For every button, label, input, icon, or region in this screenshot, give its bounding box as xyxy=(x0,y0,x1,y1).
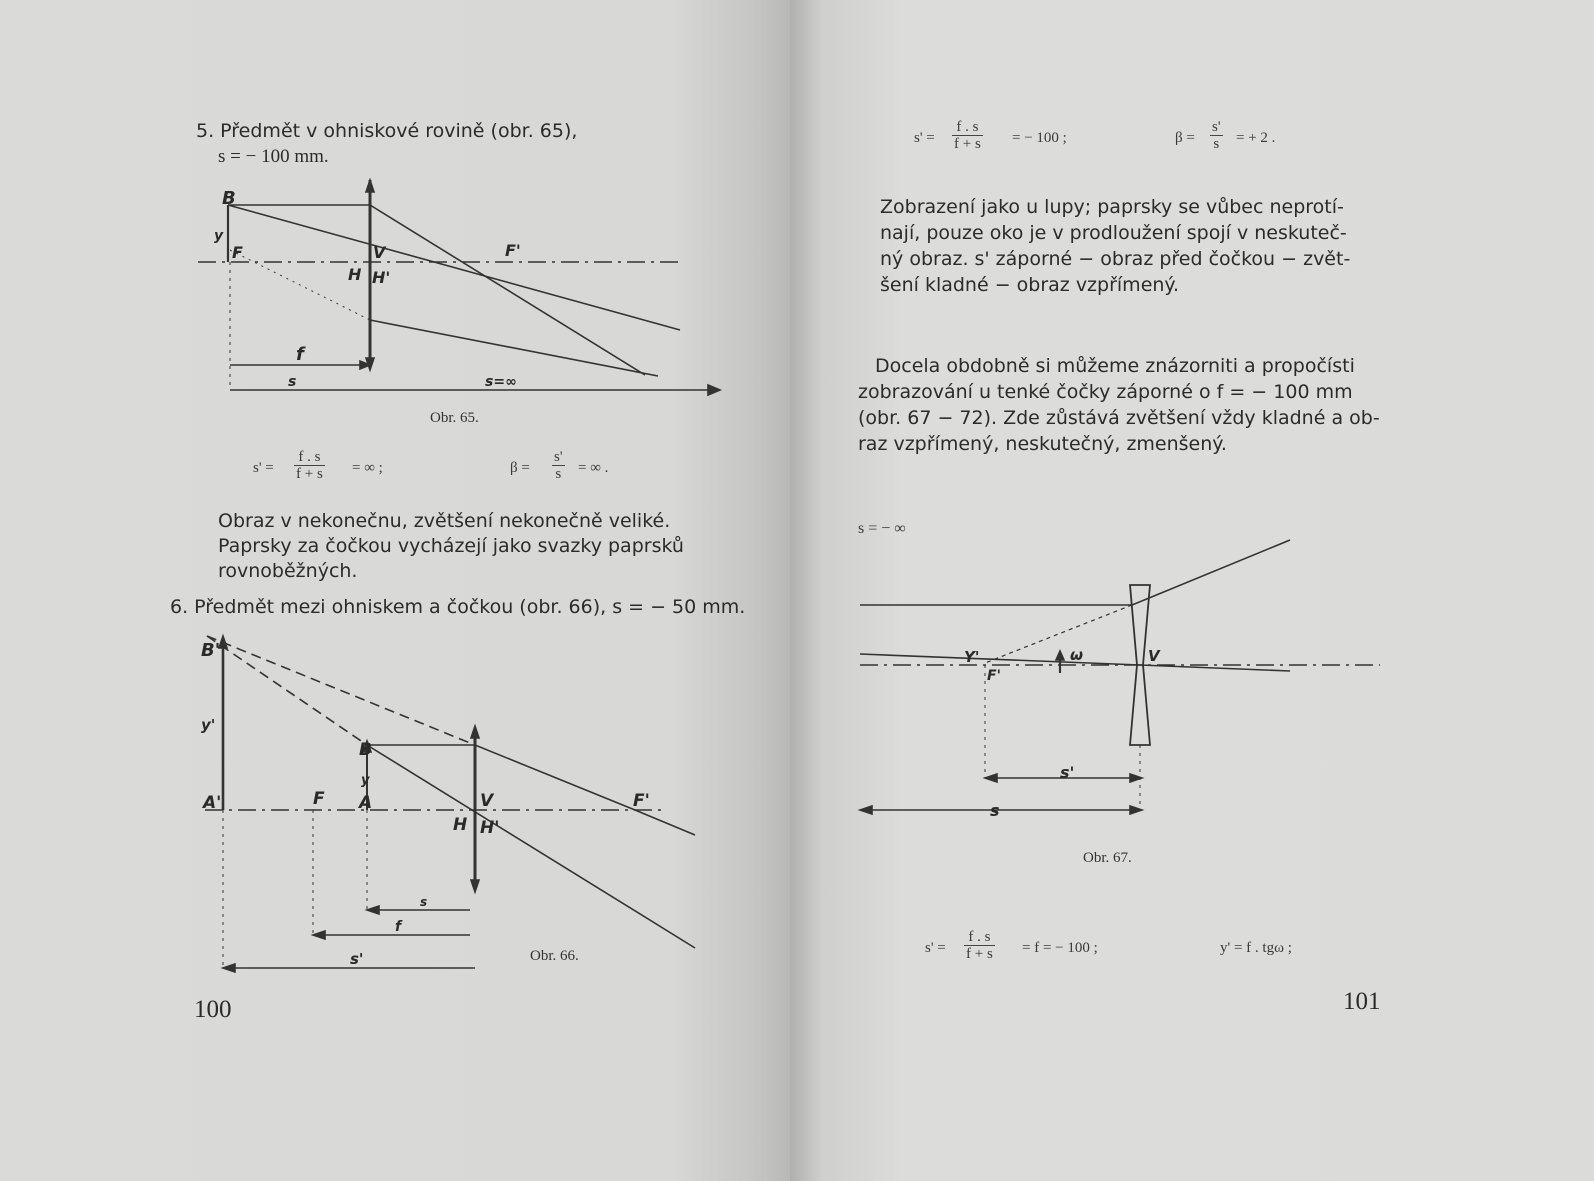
label-Aprime: A' xyxy=(203,793,222,813)
label-Bprime: B' xyxy=(201,640,221,661)
paragraph-65-line2: Paprsky za čočkou vycházejí jako svazky paprsků xyxy=(218,535,684,557)
item5-value: s = − 100 mm. xyxy=(218,146,329,167)
caption-fig-66: Obr. 66. xyxy=(530,948,579,964)
label-B: B xyxy=(359,740,372,760)
caption-fig-65: Obr. 65. xyxy=(430,410,479,426)
lens-arrow-up xyxy=(366,180,374,192)
label-V: V xyxy=(373,243,386,262)
paragraph-65-line1: Obraz v nekonečnu, zvětšení nekonečně veliké. xyxy=(218,510,671,532)
label-s: s xyxy=(990,801,1000,820)
label-y: y xyxy=(214,228,224,244)
label-F: F xyxy=(232,243,243,262)
label-s-infinity: s=∞ xyxy=(485,374,517,390)
paragraph-2-line4: raz vzpřímený, neskutečný, zmenšený. xyxy=(858,433,1227,455)
s-infinity-label: s = − ∞ xyxy=(858,520,906,537)
paragraph-1-line2: nají, pouze oko je v prodloužení spojí v neskuteč- xyxy=(880,222,1347,244)
caption-fig-67: Obr. 67. xyxy=(1083,850,1132,866)
paragraph-1-line1: Zobrazení jako u lupy; paprsky se vůbec neprotí- xyxy=(880,196,1344,218)
item6-heading: 6. Předmět mezi ohniskem a čočkou (obr. 66), s = − 50 mm. xyxy=(170,596,746,618)
left-page: 5. Předmět v ohniskové rovině (obr. 65), s = − 100 mm. B y F V F' H H' f s s=∞ Obr. 65. s' = $\frac{f . s}{f + s}$ = ∞ ; β = $\frac{s'}{s}$ = ∞ . Obraz v nekonečnu, zvětšení nekonečně veliké. Paprsky za čočkou vycházejí jako svazky paprsků rovnoběžných. 6. Předmět mezi ohniskem a čočkou (obr. 66), s = − 50 mm. B' y' A' F B y A V H H' F' s f s' Obr. 66. 100 xyxy=(0,0,790,1181)
label-Hprime: H' xyxy=(480,818,500,838)
label-Fprime: F' xyxy=(505,241,521,260)
label-sprime: s' xyxy=(1060,763,1075,782)
label-H: H xyxy=(453,815,468,835)
label-Yprime: Y' xyxy=(964,648,980,666)
label-F: F xyxy=(313,789,325,809)
right-page: s' = $\frac{f . s}{f + s}$ = − 100 ; β = $\frac{s'}{s}$ = + 2 . Zobrazení jako u lupy; paprsky se vůbec neprotí- nají, pouze oko je v prodloužení spojí v neskuteč- ný obraz. s' záporné − obraz před čočkou − zvět- šení kladné − obraz vzpřímený. Docela obdobně si můžeme znázorniti a propočísti zobrazování u tenké čočky záporné o f = − 100 mm (obr. 67 − 72). Zde zůstává zvětšení vždy kladné a ob- raz vzpřímený, neskutečný, zmenšený. s = − ∞ Y' F' ω V s' s Obr. 67. s' = $\frac{f . s}{f + s}$ = f = − 100 ; y' = f . tgω ; 101 xyxy=(790,0,1594,1181)
label-s: s xyxy=(420,895,428,909)
label-f: f xyxy=(296,344,304,365)
figure-65 xyxy=(190,180,750,400)
paragraph-1-line4: šení kladné − obraz vzpřímený. xyxy=(880,274,1179,296)
ray-through-center xyxy=(228,205,680,330)
label-omega: ω xyxy=(1070,646,1084,664)
paragraph-2-line3: (obr. 67 − 72). Zde zůstává zvětšení vždy kladné a ob- xyxy=(858,407,1380,429)
figure-67 xyxy=(850,530,1410,830)
label-B: B xyxy=(222,188,236,209)
label-Hprime: H' xyxy=(372,268,391,287)
label-V: V xyxy=(1148,647,1160,665)
page-number-left: 100 xyxy=(194,996,232,1023)
label-sprime: s' xyxy=(350,950,364,968)
label-A: A xyxy=(359,793,373,813)
item5-heading: 5. Předmět v ohniskové rovině (obr. 65), xyxy=(196,120,578,142)
label-V: V xyxy=(480,791,494,811)
label-y: y xyxy=(361,773,370,788)
paragraph-2-line2: zobrazování u tenké čočky záporné o f = − 100 mm xyxy=(858,381,1353,403)
figure-66 xyxy=(195,630,715,980)
paragraph-2-line1: Docela obdobně si můžeme znázorniti a propočísti xyxy=(875,355,1355,377)
page-number-right: 101 xyxy=(1343,988,1381,1015)
paragraph-1-line3: ný obraz. s' záporné − obraz před čočkou − zvět- xyxy=(880,248,1351,270)
label-s: s xyxy=(288,374,297,390)
label-Fprime: F' xyxy=(987,668,1001,684)
label-yprime: y' xyxy=(201,716,216,734)
label-H: H xyxy=(348,265,362,284)
label-Fprime: F' xyxy=(633,791,650,811)
label-f: f xyxy=(395,919,402,935)
paragraph-65-line3: rovnoběžných. xyxy=(218,560,358,582)
